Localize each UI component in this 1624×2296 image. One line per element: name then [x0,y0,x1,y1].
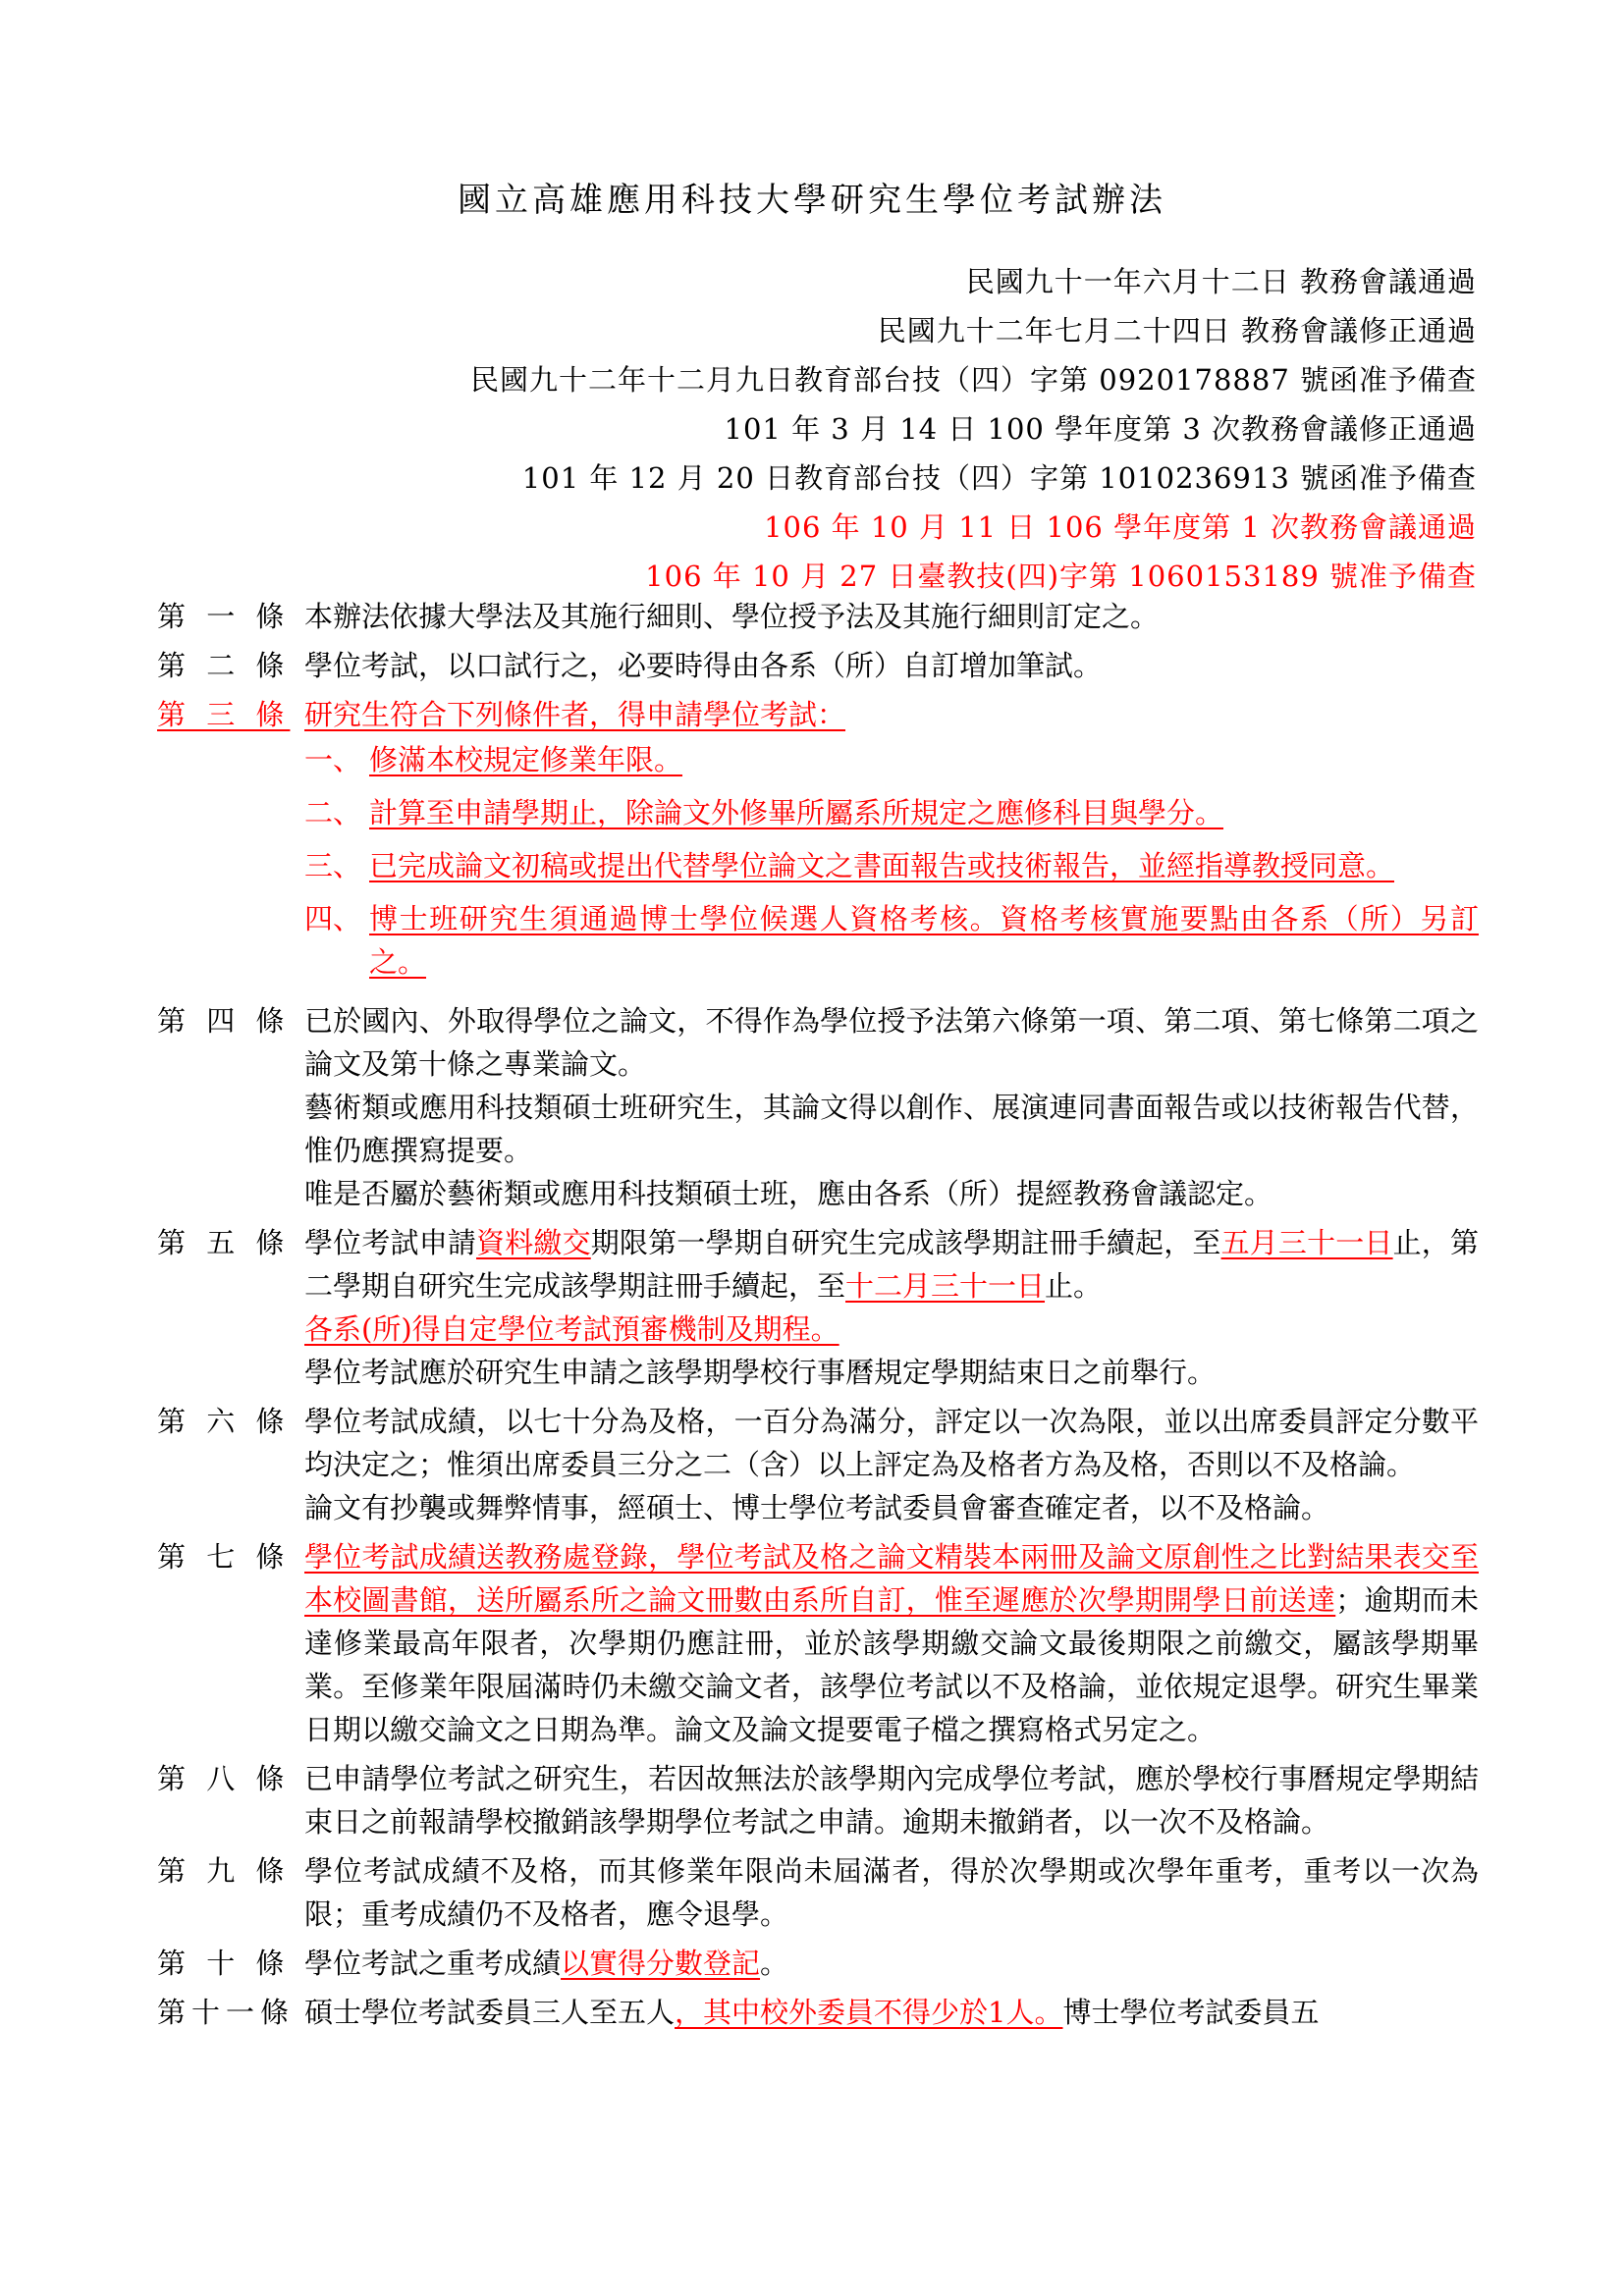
revised-text: 學位考試成績送教務處登錄，學位考試及格之論文精裝本兩冊及論文原創性之比對結果表交至本校圖書館，送所屬系所之論文冊數由系所自訂，惟至遲應於次學期開學日前送達 [304,1540,1479,1617]
revised-text: 資料繳交 [476,1226,591,1259]
article-text: 本辦法依據大學法及其施行細則、學位授予法及其施行細則訂定之。 [304,600,1160,633]
history-line: 民國九十一年六月十二日 教務會議通過 [965,265,1477,298]
history-line-revised: 106 年 10 月 27 日臺教技(四)字第 1060153189 號准予備查 [645,560,1477,593]
revised-text: 以實得分數登記 [561,1947,761,1980]
article-number: 第 二 條 [157,649,291,682]
revised-text: 十二月三十一日 [845,1269,1046,1303]
revised-text: 五月三十一日 [1220,1226,1393,1259]
document-title: 國立高雄應用科技大學研究生學位考試辦法 [458,181,1166,220]
article-7 [157,1535,1479,1751]
article-text: 已於國內、外取得學位之論文，不得作為學位授予法第六條第一項、第二項、第七條第二項之論文及第十條之專業論文。 [304,1004,1479,1081]
article-number: 第 四 條 [157,1004,291,1038]
condition-text: 博士班研究生須通過博士學位候選人資格考核。資格考核實施要點由各系（所）另訂之。 [369,902,1479,979]
article-number: 第 七 條 [157,1540,291,1574]
article-10 [157,1942,1479,1985]
article-number: 第 五 條 [157,1226,291,1259]
condition-label: 四、 [304,902,362,935]
article-text: 藝術類或應用科技類碩士班研究生，其論文得以創作、展演連同書面報告或以技術報告代替，惟仍應撰寫提要。 [304,1091,1479,1167]
condition-item [304,897,1479,984]
condition-text: 已完成論文初稿或提出代替學位論文之書面報告或技術報告，並經指導教授同意。 [369,849,1395,882]
history-line: 民國九十二年十二月九日教育部台技（四）字第 0920178887 號函准予備查 [470,363,1477,397]
article-text: 學位考試成績送教務處登錄，學位考試及格之論文精裝本兩冊及論文原創性之比對結果表交至本校圖書館，送所屬系所之論文冊數由系所自訂，惟至遲應於次學期開學日前送達；逾期而未達修業最高年限者，次學期仍應註冊，並於該學期繳交論文最後期限之前繳交，屬該學期畢業。至修業年限屆滿時仍未繳交論文者，該學位考試以不及格論，並依規定退學。研究生畢業日期以繳交論文之日期為準。論文及論文提要電子檔之撰寫格式另定之。 [304,1540,1479,1746]
article-number: 第十一條 [157,1996,296,2029]
article-5 [157,1221,1479,1394]
history-line: 民國九十二年七月二十四日 教務會議修正通過 [877,314,1477,347]
condition-item [304,791,1479,834]
article-number: 第 九 條 [157,1854,291,1888]
revision-history [470,257,1477,601]
condition-item [304,738,1479,781]
condition-text: 計算至申請學期止，除論文外修畢所屬系所規定之應修科目與學分。 [369,796,1224,829]
revised-text: ，其中校外委員不得少於1人。 [675,1996,1063,2029]
article-number: 第 八 條 [157,1762,291,1795]
article-6 [157,1400,1479,1529]
article-11 [157,1991,1479,2034]
article-text: 學位考試申請資料繳交期限第一學期自研究生完成該學期註冊手續起，至五月三十一日止，第二學期自研究生完成該學期註冊手續起，至十二月三十一日止。 [304,1226,1479,1303]
article-text: 碩士學位考試委員三人至五人，其中校外委員不得少於1人。博士學位考試委員五 [304,1996,1320,2029]
article-4 [157,999,1479,1215]
condition-label: 二、 [304,796,362,829]
history-line: 101 年 12 月 20 日教育部台技（四）字第 1010236913 號函准予備查 [521,461,1477,495]
article-text: 學位考試之重考成績以實得分數登記。 [304,1947,789,1980]
condition-item [304,844,1479,887]
article-text: 唯是否屬於藝術類或應用科技類碩士班，應由各系（所）提經教務會議認定。 [304,1177,1273,1210]
article-text: 論文有抄襲或舞弊情事，經碩士、博士學位考試委員會審查確定者，以不及格論。 [304,1491,1330,1524]
article-3 [157,693,1479,993]
article-9 [157,1849,1479,1936]
article-8 [157,1757,1479,1843]
history-line-revised: 106 年 10 月 11 日 106 學年度第 1 次教務會議通過 [764,510,1477,544]
articles-list [157,595,1479,2040]
article-2 [157,644,1479,687]
history-line: 101 年 3 月 14 日 100 學年度第 3 次教務會議修正通過 [724,412,1477,446]
article-text: 學位考試應於研究生申請之該學期學校行事曆規定學期結束日之前舉行。 [304,1356,1217,1389]
article-text: 研究生符合下列條件者，得申請學位考試： [304,698,846,731]
article-text: 學位考試成績不及格，而其修業年限尚未屆滿者，得於次學期或次學年重考，重考以一次為限；重考成績仍不及格者，應令退學。 [304,1854,1479,1931]
article-text: 學位考試成績，以七十分為及格，一百分為滿分，評定以一次為限，並以出席委員評定分數平均決定之；惟須出席委員三分之二（含）以上評定為及格者方為及格，否則以不及格論。 [304,1405,1479,1481]
article-number: 第 三 條 [157,698,291,731]
article-number: 第 一 條 [157,600,291,633]
article-1 [157,595,1479,638]
article-text: 已申請學位考試之研究生，若因故無法於該學期內完成學位考試，應於學校行事曆規定學期結束日之前報請學校撤銷該學期學位考試之申請。逾期未撤銷者，以一次不及格論。 [304,1762,1479,1839]
article-number: 第 十 條 [157,1947,291,1980]
condition-text: 修滿本校規定修業年限。 [369,743,683,776]
article-text: 學位考試，以口試行之，必要時得由各系（所）自訂增加筆試。 [304,649,1103,682]
condition-label: 一、 [304,743,362,776]
revised-text: 各系(所)得自定學位考試預審機制及期程。 [304,1312,839,1346]
article-number: 第 六 條 [157,1405,291,1438]
condition-label: 三、 [304,849,362,882]
